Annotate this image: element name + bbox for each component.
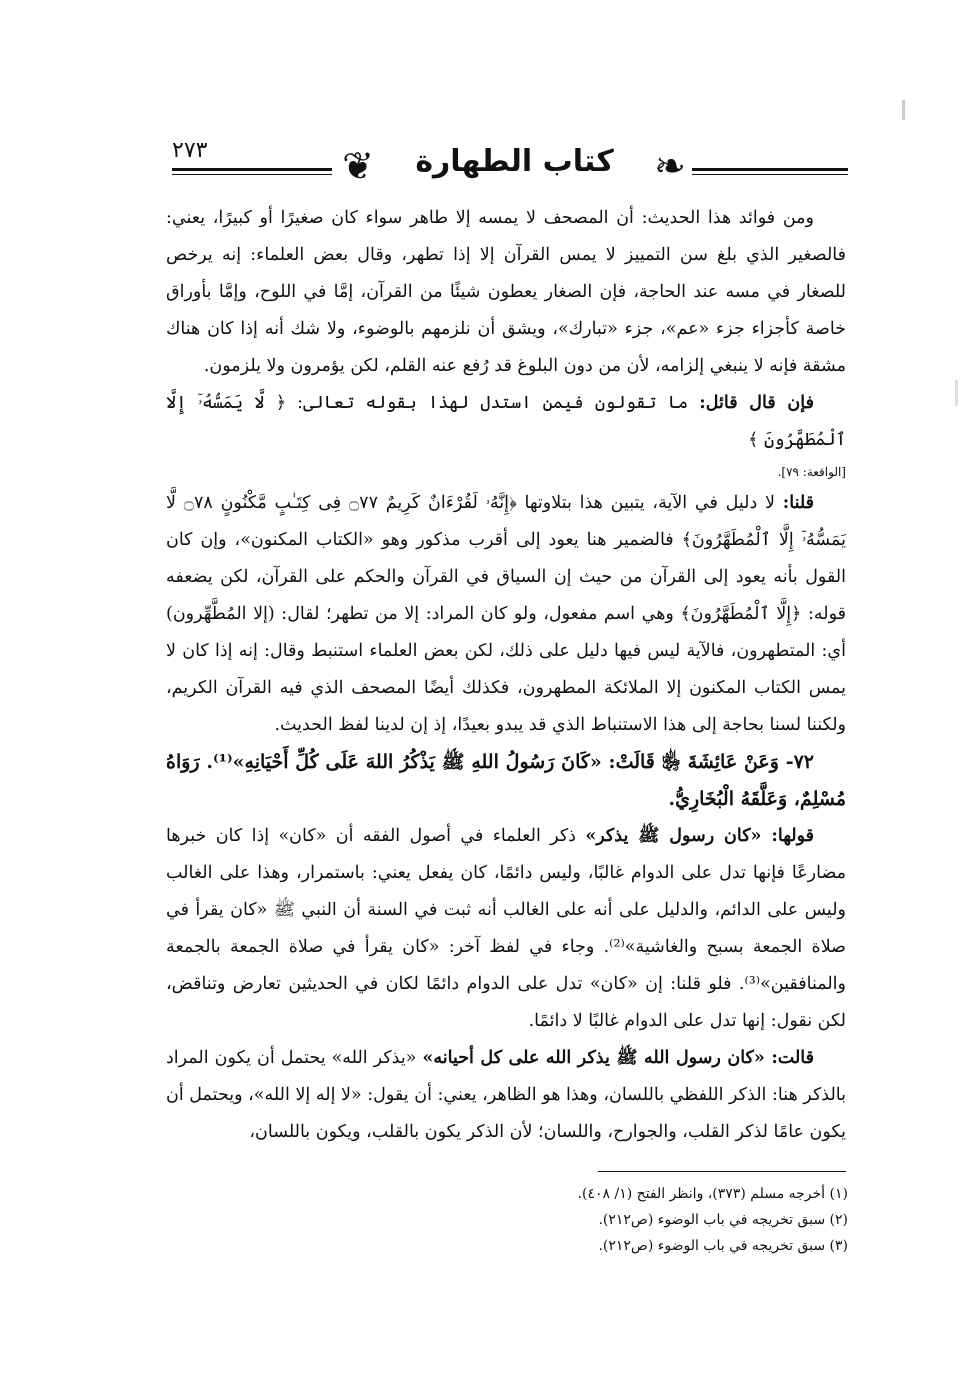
header-rule-right: [692, 168, 848, 171]
scan-mark: [955, 380, 958, 406]
paragraph-lead: قالت: «كان رسول الله ﷺ يذكر الله على كل أحيانه»: [422, 1048, 814, 1068]
main-text: [166, 200, 846, 1151]
paragraph-text: [الواقعة: ٧٩].: [777, 465, 846, 479]
page-number: ٢٧٣: [172, 138, 208, 163]
floral-ornament-icon: ❧: [654, 144, 686, 188]
paragraph-lead: فإن قال قائل:: [699, 393, 814, 413]
paragraph-text: لا دليل في الآية، يتبين هذا بتلاوتها ﴿إِنَّهُۥ لَقُرْءَانٌ كَرِيمٌ ۝٧٧ فِى كِتَـٰبٍ مَّكْنُونٍ ۝٧٨ لَّا يَمَسُّهُۥٓ إِلَّا ٱلْمُطَهَّرُونَ﴾ فالضمير هنا يعود إلى أقرب مذكور وهو «الكتاب المكنون»، وإن كان القول بأنه يعود إلى القرآن من حيث إن السياق في القرآن والحكم على القرآن، لكن يضعفه قوله: ﴿إِلَّا ٱلْمُطَهَّرُونَ﴾ وهي اسم مفعول، ولو كان المراد: إلا من تطهر؛ لقال: (إلا المُطَّهِّرون) أي: المتطهرون، فالآية ليس فيها دليل على ذلك، لكن بعض العلماء استنبط وقال: إنه إذا كان لا يمس الكتاب المكنون إلا الملائكة المطهرون، فكذلك أيضًا المصحف الذي فيه القرآن الكريم، ولكننا لسنا بحاجة إلى هذا الاستنباط الذي قد يبدو بعيدًا، إذ إن لدينا لفظ الحديث.: [166, 493, 846, 735]
header-rule-left: [172, 168, 332, 171]
paragraph-text: ومن فوائد هذا الحديث: أن المصحف لا يمسه إلا طاهر سواء كان صغيرًا أو كبيرًا، يعني: فالصغير الذي بلغ سن التمييز لا يمس القرآن إلا إذا تطهر، وقال بعض العلماء: إنه يرخص للصغار في مسه عند الحاجة، فإن الصغار يعطون شيئًا من القرآن، إمَّا في اللوح، وإمَّا بأوراق خاصة كأجزاء جزء «عم»، جزء «تبارك»، ويشق أن نلزمهم بالوضوء، ولا شك أنه إذا كان هناك مشقة فإنه لا ينبغي إلزامه، لأن من دون البلوغ قد رُفع عنه القلم، لكن يؤمرون ولا يلزمون.: [166, 208, 846, 376]
hadith-text: [166, 744, 846, 818]
paragraph-text: «يذكر الله» يحتمل أن يكون المراد بالذكر هنا: الذكر اللفظي باللسان، وهذا هو الظاهر، يعني: أن يقول: «لا إله إلا الله»، ويحتمل أن يكون عامًا لذكر القلب، والجوارح، واللسان؛ لأن الذكر يكون بالقلب، ويكون باللسان،: [166, 1048, 846, 1142]
footnote: (٣) سبق تخريجه في باب الوضوء (ص٢١٢).: [598, 1238, 848, 1254]
paragraph: [166, 385, 846, 459]
page-header: [172, 138, 848, 198]
paragraph: [166, 818, 846, 1040]
footnote: (٢) سبق تخريجه في باب الوضوء (ص٢١٢).: [598, 1212, 848, 1228]
paragraph: [166, 1040, 846, 1151]
floral-ornament-icon: ❦: [342, 144, 374, 188]
paragraph: [166, 200, 846, 385]
footnote: (١) أخرجه مسلم (٣٧٣)، وانظر الفتح (١/ ٤٠٨).: [577, 1186, 848, 1202]
paragraph-lead: قلنا:: [782, 493, 815, 513]
quran-reference: [166, 459, 846, 485]
running-title: كتاب الطهارة: [415, 144, 614, 179]
paragraph-text: ذكر العلماء في أصول الفقه أن «كان» إذا كان خبرها مضارعًا فإنها تدل على الدوام غالبًا، وليس دائمًا، كان يفعل يعني: باستمرار، وهذا على الغالب وليس على الدائم، والدليل على أنه على الغالب أنه ثبت في السنة أن النبي ﷺ «كان يقرأ في صلاة الجمعة بسبح والغاشية»⁽²⁾. وجاء في لفظ آخر: «كان يقرأ في صلاة الجمعة بالجمعة والمنافقين»⁽³⁾. فلو قلنا: إن «كان» تدل على الدوام دائمًا لكان في الحديثين تعارض وتناقض، لكن نقول: إنها تدل على الدوام غالبًا لا دائمًا.: [166, 826, 847, 1031]
paragraph-text: ما تقولون فيمن استدل لهذا بقوله تعالى: ﴿ لَّا يَمَسُّهُۥٓ إِلَّا ٱلْمُطَهَّرُونَ ﴾: [166, 393, 846, 450]
paragraph-lead: قولها: «كان رسول ﷺ يذكر»: [585, 826, 814, 846]
paragraph-text: ٧٢- وَعَنْ عَائِشَةَ ﵂ قَالَتْ: «كَانَ رَسُولُ اللهِ ﷺ يَذْكُرُ اللهَ عَلَى كُلِّ أَحْيَانِهِ»⁽¹⁾. رَوَاهُ مُسْلِمٌ، وَعَلَّقَهُ الْبُخَارِيُّ.: [166, 751, 846, 810]
footnotes: [300, 1181, 848, 1259]
scan-mark: [902, 100, 905, 120]
paragraph: [166, 485, 846, 744]
footnote-rule: [598, 1171, 846, 1172]
